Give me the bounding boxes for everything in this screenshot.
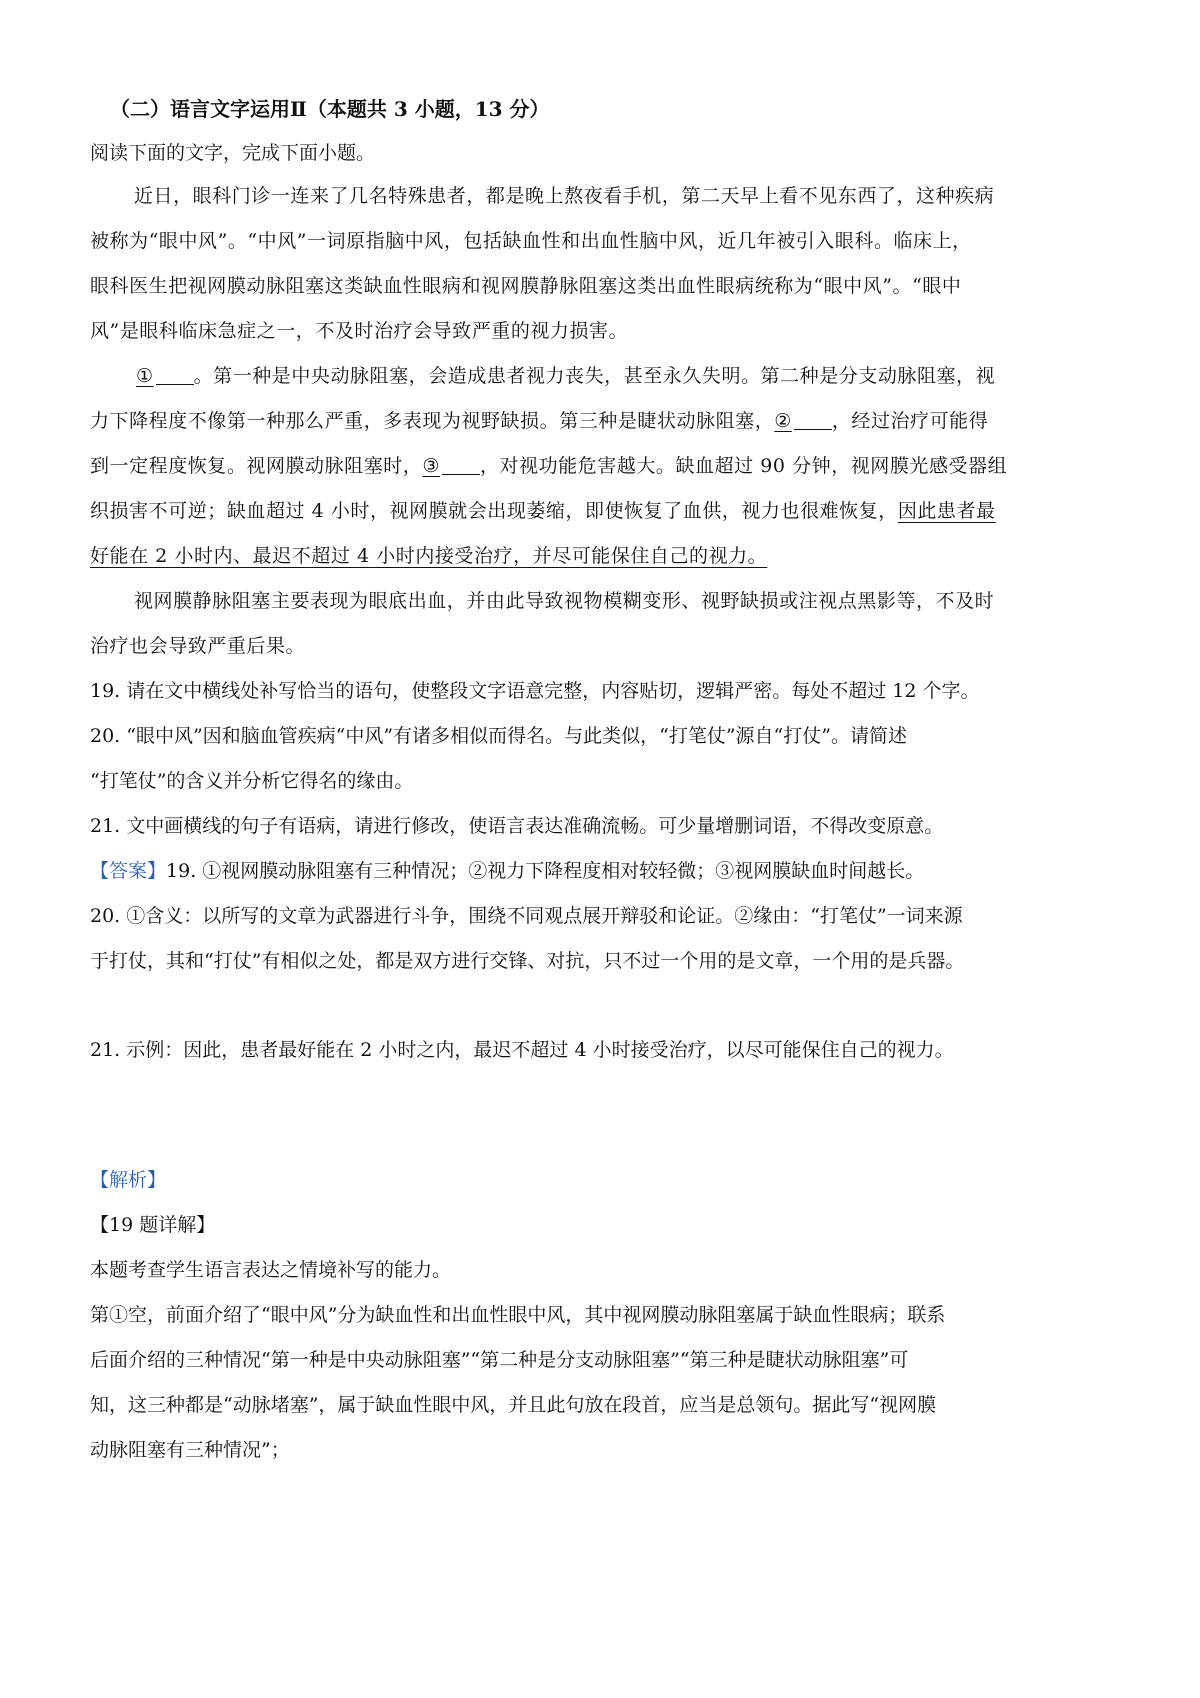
analysis-label: 【解析】 — [90, 1169, 167, 1191]
passage-line: 被称为“眼中风”。“中风”一词原指脑中风，包括缺血性和出血性脑中风，近几年被引入眼科。临床上， — [90, 230, 972, 252]
passage-text: 力下降程度不像第一种那么严重，多表现为视野缺损。第三种是睫状动脉阻塞， — [90, 410, 775, 432]
question-21: 21. 文中画横线的句子有语病，请进行修改，使语言表达准确流畅。可少量增删词语，不得改变原意。 — [90, 815, 944, 837]
passage-text: 。第一种是中央动脉阻塞，会造成患者视力丧失，甚至永久失明。第二种是分支动脉阻塞，视 — [193, 365, 996, 387]
passage-line — [90, 408, 988, 434]
answer-21: 21. 示例：因此，患者最好能在 2 小时之内，最迟不超过 4 小时接受治疗，以尽可能保住自己的视力。 — [90, 1039, 954, 1061]
passage-line: 视网膜静脉阻塞主要表现为眼底出血，并由此导致视物模糊变形、视野缺损或注视点黑影等，不及时 — [134, 590, 995, 612]
underlined-sentence: 因此患者最 — [897, 500, 996, 522]
analysis-line: 本题考查学生语言表达之情境补写的能力。 — [90, 1259, 452, 1281]
passage-line — [90, 543, 767, 569]
section-title: （二）语言文字运用Ⅱ（本题共 3 小题，13 分） — [110, 97, 550, 121]
question-20: 20. “眼中风”因和脑血管疾病“中风”有诸多相似而得名。与此类似，“打笔仗”源自“打仗”。请简述 — [90, 725, 907, 747]
question-20-cont: “打笔仗”的含义并分析它得名的缘由。 — [90, 770, 414, 792]
blank-2-line — [794, 409, 832, 430]
blank-1-line — [156, 364, 194, 385]
analysis-line: 第①空，前面介绍了“眼中风”分为缺血性和出血性眼中风，其中视网膜动脉阻塞属于缺血性眼病；联系 — [90, 1304, 946, 1326]
analysis-line: 知，这三种都是“动脉堵塞”，属于缺血性眼中风，并且此句放在段首，应当是总领句。据此写“视网膜 — [90, 1394, 937, 1416]
passage-line: 风”是眼科临床急症之一，不及时治疗会导致严重的视力损害。 — [90, 320, 629, 342]
passage-line: 近日，眼科门诊一连来了几名特殊患者，都是晚上熬夜看手机，第二天早上看不见东西了，这种疾病 — [134, 185, 995, 207]
blank-1-marker: ① — [136, 365, 154, 387]
answer-20: 20. ①含义：以所写的文章为武器进行斗争，围绕不同观点展开辩驳和论证。②缘由：“打笔仗”一词来源 — [90, 905, 963, 927]
analysis-sub-label: 【19 题详解】 — [90, 1214, 216, 1236]
passage-line: 治疗也会导致严重后果。 — [90, 635, 306, 657]
passage-line: 眼科医生把视网膜动脉阻塞这类缺血性眼病和视网膜静脉阻塞这类出血性眼病统称为“眼中风”。“眼中 — [90, 275, 962, 297]
passage-line — [90, 453, 1007, 479]
answer-label: 【答案】 — [90, 860, 167, 882]
underlined-sentence: 好能在 2 小时内、最迟不超过 4 小时内接受治疗，并尽可能保住自己的视力。 — [90, 545, 768, 567]
passage-text: 织损害不可逆；缺血超过 4 小时，视网膜就会出现萎缩，即使恢复了血供，视力也很难恢复， — [90, 500, 898, 522]
blank-2-marker: ② — [774, 410, 792, 432]
passage-line — [90, 498, 996, 524]
answer-text: 19. ①视网膜动脉阻塞有三种情况；②视力下降程度相对较轻微；③视网膜缺血时间越长。 — [166, 860, 925, 882]
analysis-line: 后面介绍的三种情况“第一种是中央动脉阻塞”“第二种是分支动脉阻塞”“第三种是睫状动脉阻塞”可 — [90, 1349, 909, 1371]
answer-20-cont: 于打仗，其和“打仗”有相似之处，都是双方进行交锋、对抗，只不过一个用的是文章，一个用的是兵器。 — [90, 950, 965, 972]
analysis-line: 动脉阻塞有三种情况”； — [90, 1439, 290, 1461]
question-19: 19. 请在文中横线处补写恰当的语句，使整段文字语意完整，内容贴切，逻辑严密。每处不超过 12 个字。 — [90, 680, 980, 702]
passage-text: ，经过治疗可能得 — [831, 410, 989, 432]
blank-3-marker: ③ — [422, 455, 440, 477]
blank-3-line — [442, 454, 480, 475]
passage-text: 到一定程度恢复。视网膜动脉阻塞时， — [90, 455, 423, 477]
answer-19 — [90, 858, 924, 884]
instruction: 阅读下面的文字，完成下面小题。 — [90, 142, 376, 164]
passage-line — [136, 363, 995, 389]
passage-text: ，对视功能危害越大。缺血超过 90 分钟，视网膜光感受器组 — [479, 455, 1008, 477]
